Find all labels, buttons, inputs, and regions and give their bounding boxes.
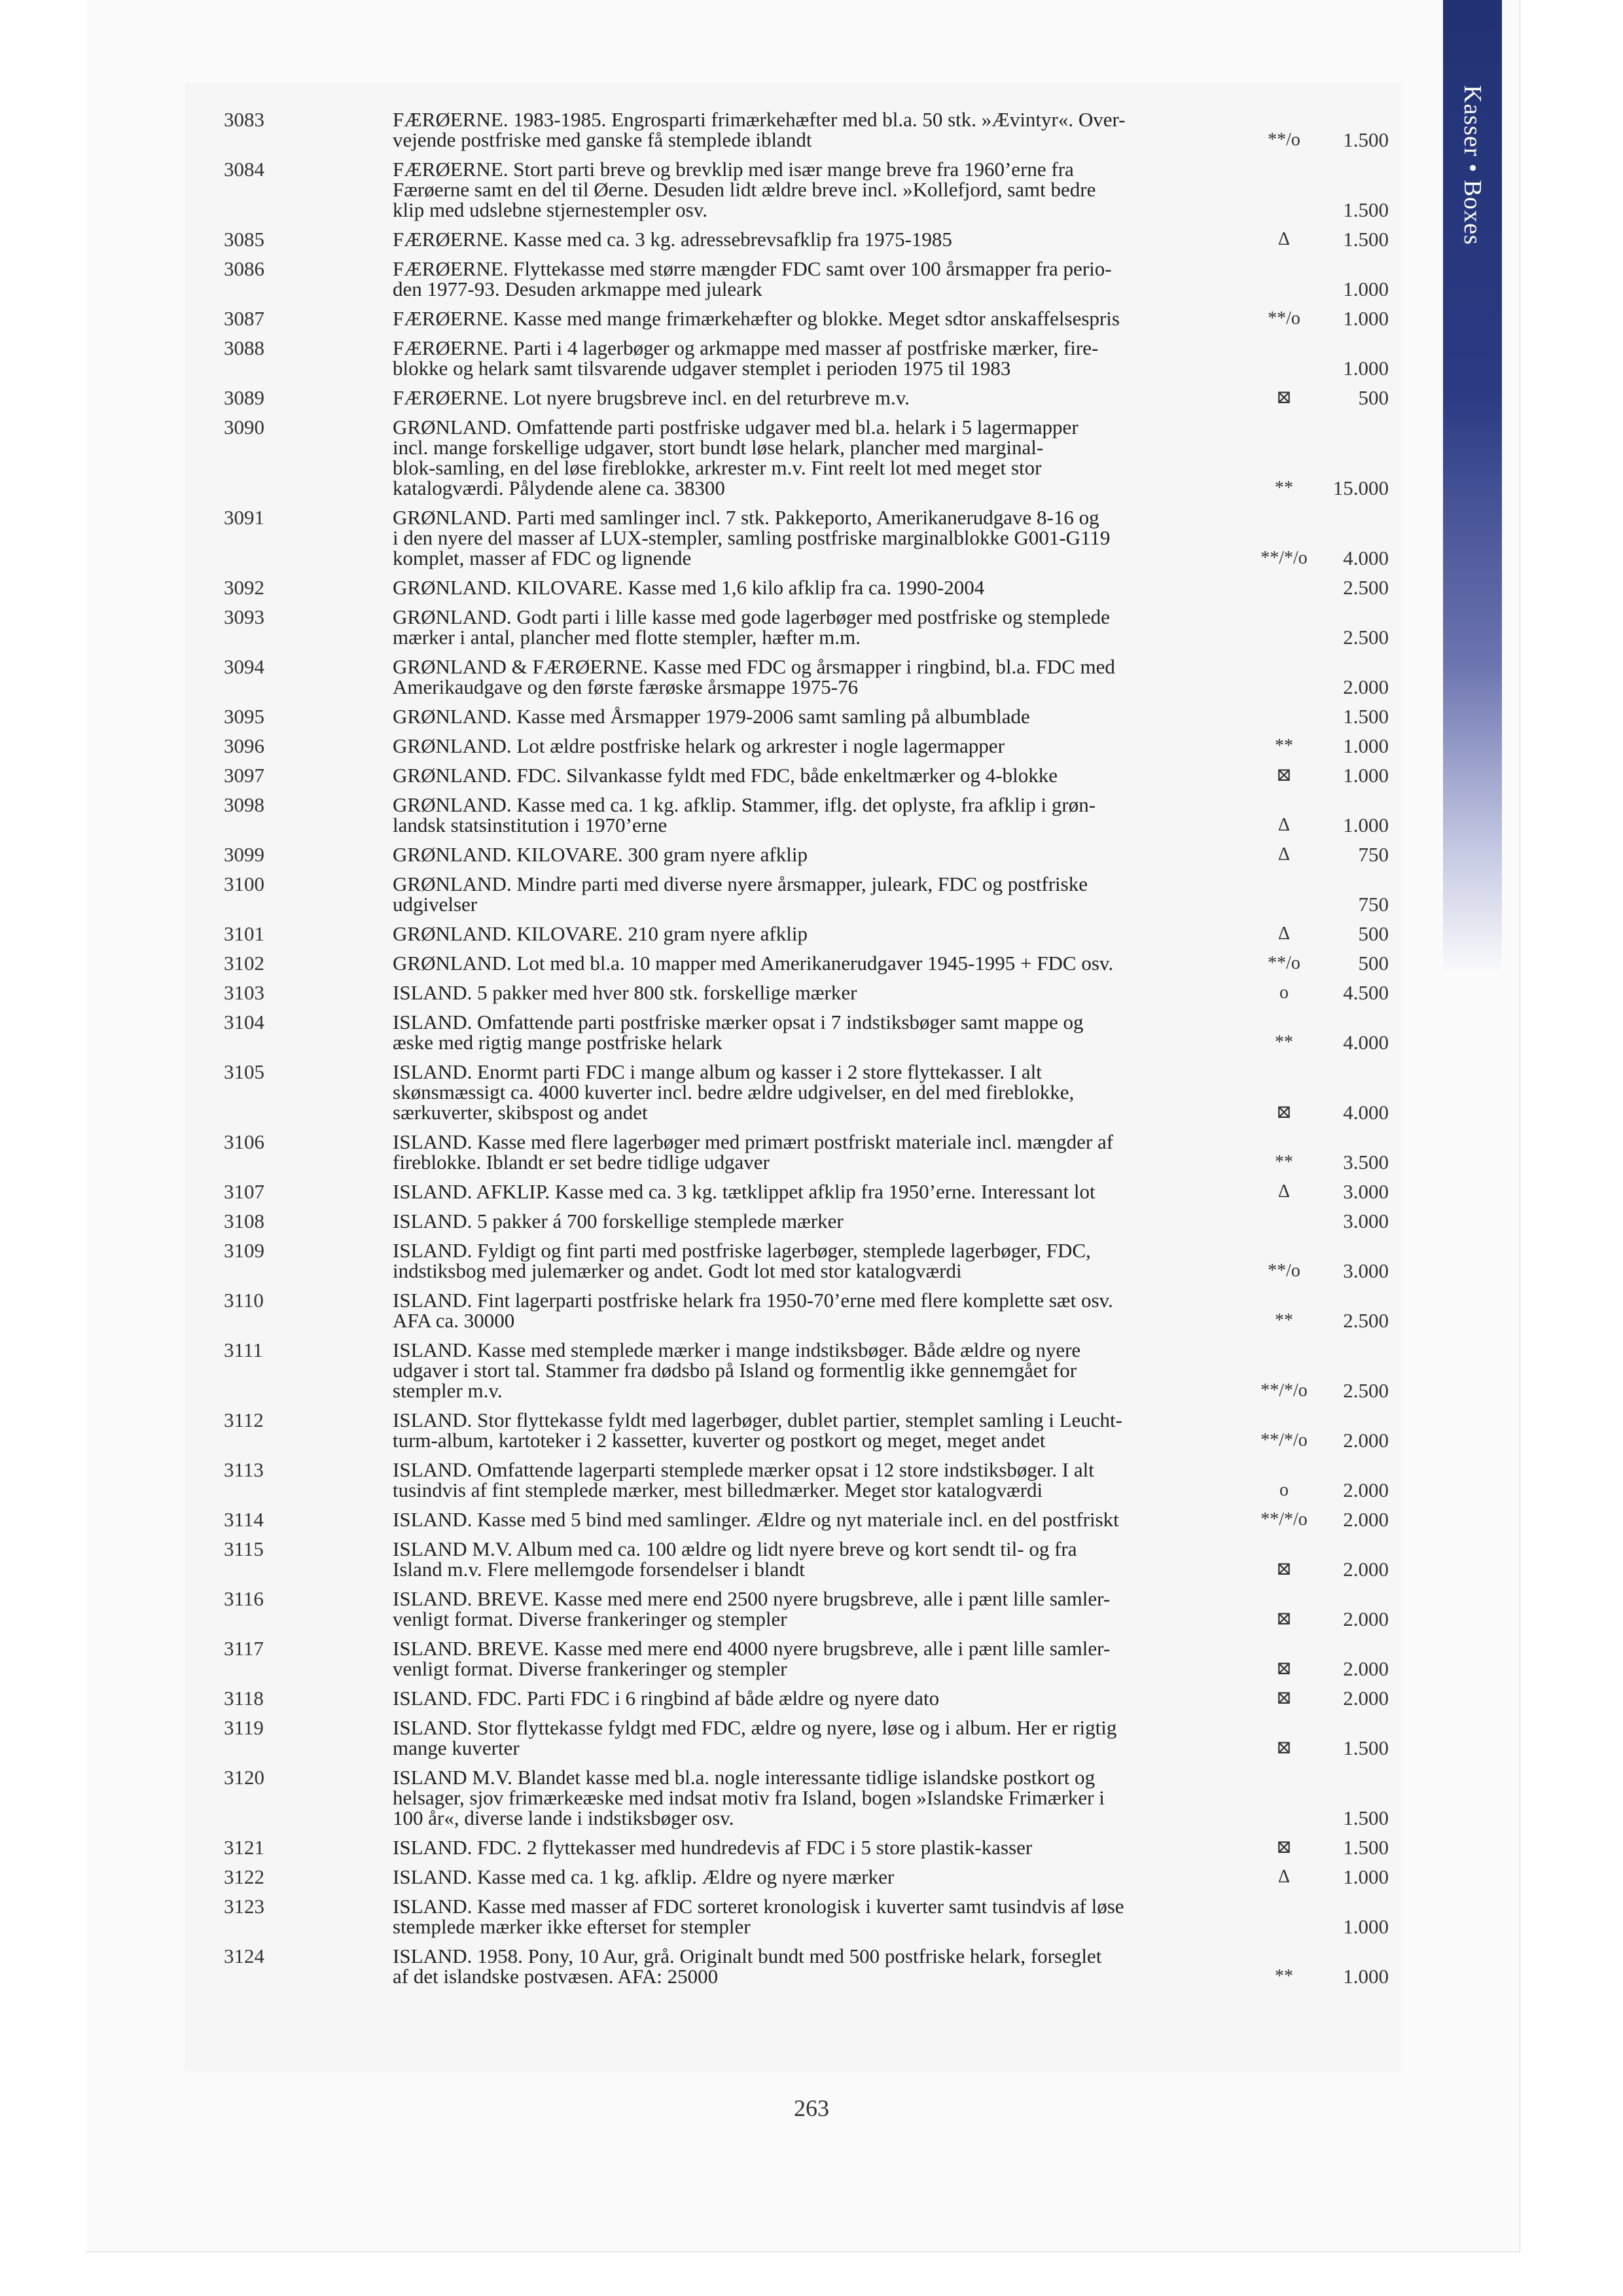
condition-mark: ⊠ [1276,1659,1292,1679]
lot-description-line: GRØNLAND. Omfattende parti postfriske udgaver med bl.a. helark i 5 lagermapper [393,416,1079,439]
condition-mark: ** [1275,1032,1293,1052]
lot-description [393,1410,1243,1450]
lot-row [185,1181,1400,1202]
lot-price: 2.000 [1343,1479,1389,1501]
lot-price: 3.000 [1343,1210,1389,1232]
lot-description-line: klip med udslebne stjernestempler osv. [393,198,707,221]
lot-description [393,1211,1243,1231]
lot-number: 3102 [224,952,264,975]
condition-mark: **/o [1268,1261,1300,1281]
lot-description-line: Færøerne samt en del til Øerne. Desuden lidt ældre breve incl. »Kollefjord, samt bedre [393,178,1096,201]
lot-description-line: FÆRØERNE. Stort parti breve og brevklip med især mange breve fra 1960’erne fra [393,158,1074,181]
lot-price: 1.500 [1343,128,1389,151]
lot-price: 500 [1358,386,1389,409]
lot-description [393,1638,1243,1679]
lot-price: 1.500 [1343,1806,1389,1829]
lot-price: 750 [1358,893,1389,916]
lot-description-line: æske med rigtig mange postfriske helark [393,1031,722,1054]
lot-row [185,656,1400,697]
lot-description [393,229,1243,249]
lot-description-line: GRØNLAND & FÆRØERNE. Kasse med FDC og årsmapper i ringbind, bl.a. FDC med [393,655,1115,678]
lot-description [393,953,1243,973]
lot-number: 3085 [224,228,264,251]
lot-number: 3099 [224,843,264,866]
lot-price: 2.500 [1343,1309,1389,1332]
lot-description [393,607,1243,647]
lot-description-line: GRØNLAND. Kasse med ca. 1 kg. afklip. Stammer, iflg. det oplyste, fra afklip i grøn- [393,793,1096,816]
lot-description-line: af det islandske postvæsen. AFA: 25000 [393,1965,719,1988]
lot-description-line: stemplede mærker ikke efterset for stempler [393,1915,751,1938]
lot-row [185,109,1400,150]
lot-description-line: landsk statsinstitution i 1970’erne [393,814,668,836]
lot-description [393,417,1243,498]
lot-description-line: GRØNLAND. Lot ældre postfriske helark og arkrester i nogle lagermapper [393,734,1005,757]
lot-price: 1.000 [1343,734,1389,757]
lot-description-line: ISLAND. Stor flyttekasse fyldt med lagerbøger, dublet partier, stemplet samling i Leucht- [393,1408,1122,1431]
lot-price: 1.000 [1343,1915,1389,1938]
condition-mark: ⊠ [1276,1688,1292,1708]
lot-description-line: GRØNLAND. Lot med bl.a. 10 mapper med Amerikanerudgaver 1945-1995 + FDC osv. [393,952,1114,975]
lot-description-line: fireblokke. Iblandt er set bedre tidlige udgaver [393,1151,770,1174]
lot-number: 3096 [224,734,264,757]
lot-description [393,1539,1243,1579]
lot-price: 2.500 [1343,576,1389,599]
lot-description [393,1588,1243,1629]
lot-number: 3083 [224,108,264,131]
condition-mark: **/*/o [1260,1509,1308,1530]
lot-description-line: ISLAND. Omfattende parti postfriske mærker opsat i 7 indstiksbøger samt mappe og [393,1011,1084,1033]
lot-price: 4.000 [1343,1031,1389,1054]
lot-row [185,1638,1400,1679]
lot-list [185,82,1400,2072]
condition-mark: ⊠ [1276,387,1292,408]
lot-price: 3.000 [1343,1259,1389,1282]
lot-row [185,417,1400,498]
lot-row [185,736,1400,756]
lot-description-line: mærker i antal, plancher med flotte stempler, hæfter m.m. [393,626,861,649]
lot-description-line: vejende postfriske med ganske få stemplede iblandt [393,128,812,151]
lot-row [185,765,1400,785]
lot-number: 3124 [224,1945,264,1967]
lot-description [393,1946,1243,1986]
lot-number: 3118 [224,1687,264,1710]
lot-description-line: ISLAND. FDC. 2 flyttekasser med hundredevis af FDC i 5 store plastik-kasser [393,1836,1033,1859]
condition-mark: ** [1275,1310,1293,1331]
lot-description [393,1340,1243,1401]
lot-number: 3091 [224,506,264,529]
lot-number: 3116 [224,1587,264,1610]
lot-number: 3092 [224,576,264,599]
lot-description-line: blokke og helark samt tilsvarende udgaver stemplet i perioden 1975 til 1983 [393,357,1011,380]
lot-description-line: ISLAND. Omfattende lagerparti stemplede mærker opsat i 12 store indstiksbøger. I alt [393,1458,1094,1481]
lot-row [185,706,1400,726]
lot-price: 1.000 [1343,307,1389,330]
lot-price: 750 [1358,843,1389,866]
lot-description-line: tusindvis af fint stemplede mærker, mest billedmærker. Meget stor katalogværdi [393,1479,1043,1501]
lot-description-line: ISLAND. FDC. Parti FDC i 6 ringbind af både ældre og nyere dato [393,1687,940,1710]
lot-number: 3086 [224,257,264,280]
lot-number: 3112 [224,1408,264,1431]
lot-description [393,1867,1243,1887]
lot-description [393,1767,1243,1828]
lot-description-line: GRØNLAND. KILOVARE. 300 gram nyere afklip [393,843,808,866]
lot-number: 3113 [224,1458,264,1481]
lot-description [393,706,1243,726]
lot-description [393,159,1243,220]
lot-number: 3103 [224,981,264,1004]
lot-row [185,577,1400,598]
lot-row [185,1896,1400,1937]
condition-mark: ** [1275,1152,1293,1172]
lot-description-line: venligt format. Diverse frankeringer og stempler [393,1607,787,1630]
lot-row [185,1837,1400,1857]
lot-description [393,765,1243,785]
lot-number: 3087 [224,307,264,330]
lot-description-line: GRØNLAND. KILOVARE. Kasse med 1,6 kilo afklip fra ca. 1990-2004 [393,576,985,599]
lot-description-line: udgaver i stort tal. Stammer fra dødsbo på Island og formentlig ikke gennemgået for [393,1359,1077,1382]
lot-description-line: indstiksbog med julemærker og andet. Godt lot med stor katalogværdi [393,1259,962,1282]
lot-row [185,1946,1400,1986]
lot-description-line: særkuverter, skibspost og andet [393,1101,648,1124]
lot-description-line: ISLAND. Enormt parti FDC i mange album og kasser i 2 store flyttekasser. I alt [393,1060,1042,1083]
lot-number: 3110 [224,1289,264,1312]
page-number: 263 [794,2095,829,2121]
lot-number: 3090 [224,416,264,439]
lot-description-line: ISLAND. BREVE. Kasse med mere end 4000 nyere brugsbreve, alle i pænt lille samler- [393,1637,1111,1660]
lot-row [185,229,1400,249]
condition-mark: **/o [1268,130,1300,150]
lot-description-line: helsager, sjov frimærkeæske med indsat motiv fra Island, bogen »Islandske Frimærker i [393,1786,1105,1809]
lot-description-line: ISLAND. 1958. Pony, 10 Aur, grå. Originalt bundt med 500 postfriske helark, forseglet [393,1945,1102,1967]
lot-price: 2.000 [1343,1687,1389,1710]
lot-number: 3119 [224,1716,264,1739]
lot-number: 3107 [224,1180,264,1203]
lot-description-line: den 1977-93. Desuden arkmappe med juleark [393,278,762,300]
lot-description-line: FÆRØERNE. 1983-1985. Engrosparti frimærkehæfter med bl.a. 50 stk. »Ævintyr«. Over- [393,108,1126,131]
lot-number: 3089 [224,386,264,409]
lot-row [185,1410,1400,1450]
lot-price: 4.000 [1343,1101,1389,1124]
lot-number: 3109 [224,1239,264,1262]
lot-row [185,1509,1400,1530]
lot-number: 3098 [224,793,264,816]
lot-price: 4.000 [1343,547,1389,569]
lot-row [185,874,1400,914]
lot-description-line: venligt format. Diverse frankeringer og stempler [393,1657,787,1680]
lot-description [393,1062,1243,1122]
lot-description-line: AFA ca. 30000 [393,1309,515,1332]
lot-number: 3115 [224,1537,264,1560]
lot-row [185,1767,1400,1828]
lot-description-line: ISLAND. Kasse med flere lagerbøger med primært postfriskt materiale incl. mængder af [393,1130,1114,1153]
condition-mark: ⊠ [1276,1102,1292,1122]
condition-mark: ** [1275,736,1293,756]
lot-description-line: ISLAND. Fint lagerparti postfriske helark fra 1950-70’erne med flere komplette sæt osv. [393,1289,1113,1312]
lot-description-line: mange kuverter [393,1736,520,1759]
lot-description-line: GRØNLAND. Parti med samlinger incl. 7 stk. Pakkeporto, Amerikanerudgave 8-16 og [393,506,1099,529]
lot-description [393,844,1243,865]
lot-price: 1.000 [1343,357,1389,380]
lot-description-line: ISLAND M.V. Blandet kasse med bl.a. nogle interessante tidlige islandske postkort og [393,1766,1096,1789]
lot-number: 3114 [224,1508,264,1531]
lot-price: 500 [1358,952,1389,975]
lot-price: 1.500 [1343,228,1389,251]
lot-price: 2.000 [1343,1429,1389,1452]
lot-description-line: ISLAND. Kasse med 5 bind med samlinger. Ældre og nyt materiale incl. en del postfriskt [393,1508,1119,1531]
condition-mark: Δ [1277,815,1290,835]
lot-row [185,1867,1400,1887]
lot-price: 1.000 [1343,1865,1389,1888]
lot-description-line: ISLAND. Fyldigt og fint parti med postfriske lagerbøger, stemplede lagerbøger, FDC, [393,1239,1091,1262]
lot-description-line: katalogværdi. Pålydende alene ca. 38300 [393,476,725,499]
lot-description-line: ISLAND. AFKLIP. Kasse med ca. 3 kg. tætklippet afklip fra 1950’erne. Interessant lot [393,1180,1096,1203]
lot-description [393,1290,1243,1331]
lot-number: 3121 [224,1836,264,1859]
lot-description-line: Amerikaudgave og den første færøske årsmappe 1975-76 [393,675,859,698]
lot-price: 1.000 [1343,814,1389,836]
lot-row [185,1688,1400,1708]
lot-row [185,982,1400,1003]
lot-description [393,656,1243,697]
condition-mark: **/o [1268,953,1300,973]
lot-price: 3.500 [1343,1151,1389,1174]
lot-row [185,1012,1400,1052]
lot-row [185,338,1400,378]
lot-description-line: ISLAND. Kasse med ca. 1 kg. afklip. Ældre og nyere mærker [393,1865,895,1888]
lot-number: 3104 [224,1011,264,1033]
lot-description-line: blok-samling, en del løse fireblokke, arkrester m.v. Fint reelt lot med meget stor [393,456,1042,479]
condition-mark: Δ [1277,844,1290,865]
lot-price: 1.000 [1343,1965,1389,1988]
lot-price: 2.500 [1343,1379,1389,1402]
lot-row [185,1340,1400,1401]
condition-mark: ⊠ [1276,1559,1292,1579]
lot-price: 1.500 [1343,705,1389,728]
condition-mark: ⊠ [1276,1738,1292,1758]
lot-description-line: FÆRØERNE. Parti i 4 lagerbøger og arkmappe med masser af postfriske mærker, fire- [393,336,1099,359]
lot-row [185,1290,1400,1331]
lot-row [185,308,1400,329]
lot-description-line: i den nyere del masser af LUX-stempler, samling postfriske marginalblokke G001-G119 [393,526,1111,549]
lot-price: 1.500 [1343,1836,1389,1859]
lot-number: 3097 [224,764,264,787]
condition-mark: Δ [1277,1867,1290,1887]
condition-mark: ** [1275,478,1293,498]
lot-description-line: stempler m.v. [393,1379,503,1402]
lot-row [185,259,1400,299]
condition-mark: **/o [1268,308,1300,329]
lot-description [393,1240,1243,1281]
lot-number: 3122 [224,1865,264,1888]
lot-number: 3108 [224,1210,264,1232]
lot-price: 2.000 [1343,1607,1389,1630]
lot-row [185,924,1400,944]
lot-description-line: Island m.v. Flere mellemgode forsendelser i blandt [393,1558,805,1581]
lot-row [185,607,1400,647]
lot-row [185,953,1400,973]
lot-row [185,507,1400,568]
lot-price: 2.000 [1343,1558,1389,1581]
lot-description [393,924,1243,944]
lot-number: 3100 [224,872,264,895]
lot-number: 3111 [224,1338,263,1361]
lot-number: 3101 [224,922,264,945]
lot-row [185,1132,1400,1172]
lot-description [393,874,1243,914]
lot-description [393,507,1243,568]
condition-mark: ** [1275,1966,1293,1986]
condition-mark: Δ [1277,924,1290,944]
lot-number: 3093 [224,605,264,628]
lot-description-line: 100 år«, diverse lande i indstiksbøger osv. [393,1806,734,1829]
lot-description-line: GRØNLAND. KILOVARE. 210 gram nyere afklip [393,922,808,945]
lot-number: 3123 [224,1895,264,1918]
lot-description [393,1132,1243,1172]
lot-row [185,1717,1400,1758]
section-sidebar [1443,0,1502,975]
lot-description-line: ISLAND. 5 pakker med hver 800 stk. forskellige mærker [393,981,857,1004]
condition-mark: **/*/o [1260,548,1308,568]
lot-description [393,1837,1243,1857]
lot-row [185,1062,1400,1122]
sidebar-label: Kasser • Boxes [1459,85,1486,245]
lot-description [393,577,1243,598]
lot-description-line: FÆRØERNE. Kasse med ca. 3 kg. adressebrevsafklip fra 1975-1985 [393,228,952,251]
lot-description-line: FÆRØERNE. Flyttekasse med større mængder FDC samt over 100 årsmapper fra perio- [393,257,1112,280]
lot-number: 3095 [224,705,264,728]
lot-row [185,1211,1400,1231]
lot-description-line: ISLAND. BREVE. Kasse med mere end 2500 nyere brugsbreve, alle i pænt lille samler- [393,1587,1111,1610]
lot-description-line: GRØNLAND. FDC. Silvankasse fyldt med FDC, både enkeltmærker og 4-blokke [393,764,1058,787]
lot-description [393,1896,1243,1937]
condition-mark: Δ [1277,229,1290,249]
lot-row [185,795,1400,835]
lot-description-line: GRØNLAND. Kasse med Årsmapper 1979-2006 samt samling på albumblade [393,705,1030,728]
lot-price: 1.000 [1343,278,1389,300]
lot-description [393,1717,1243,1758]
lot-description-line: ISLAND. Stor flyttekasse fyldgt med FDC, ældre og nyere, løse og i album. Her er rigtig [393,1716,1117,1739]
condition-mark: ⊠ [1276,1609,1292,1629]
condition-mark: o [1279,982,1289,1003]
condition-mark: Δ [1277,1181,1290,1202]
condition-mark: **/*/o [1260,1380,1308,1401]
lot-description [393,982,1243,1003]
lot-price: 1.500 [1343,198,1389,221]
condition-mark: ⊠ [1276,765,1292,785]
lot-price: 2.000 [1343,1657,1389,1680]
lot-description [393,1181,1243,1202]
lot-price: 1.500 [1343,1736,1389,1759]
lot-price: 4.500 [1343,981,1389,1004]
lot-description-line: FÆRØERNE. Lot nyere brugsbreve incl. en del returbreve m.v. [393,386,910,409]
lot-number: 3117 [224,1637,264,1660]
lot-row [185,1460,1400,1500]
lot-description-line: GRØNLAND. Mindre parti med diverse nyere årsmapper, juleark, FDC og postfriske [393,872,1088,895]
condition-mark: **/*/o [1260,1430,1308,1450]
lot-description-line: GRØNLAND. Godt parti i lille kasse med gode lagerbøger med postfriske og stemplede [393,605,1110,628]
lot-description-line: turm-album, kartoteker i 2 kassetter, kuverter og postkort og meget, meget andet [393,1429,1046,1452]
lot-row [185,1539,1400,1579]
lot-number: 3084 [224,158,264,181]
lot-description [393,338,1243,378]
lot-number: 3088 [224,336,264,359]
lot-description-line: ISLAND. Kasse med masser af FDC sorteret kronologisk i kuverter samt tusindvis af løse [393,1895,1124,1918]
lot-row [185,159,1400,220]
lot-description [393,1688,1243,1708]
lot-description-line: ISLAND M.V. Album med ca. 100 ældre og lidt nyere breve og kort sendt til- og fra [393,1537,1077,1560]
lot-description-line: ISLAND. 5 pakker á 700 forskellige stemplede mærker [393,1210,844,1232]
lot-description-line: udgivelser [393,893,478,916]
lot-price: 1.000 [1343,764,1389,787]
lot-price: 2.000 [1343,675,1389,698]
lot-row [185,1240,1400,1281]
lot-row [185,1588,1400,1629]
lot-number: 3120 [224,1766,264,1789]
lot-number: 3094 [224,655,264,678]
lot-row [185,387,1400,408]
lot-description [393,1509,1243,1530]
lot-description [393,387,1243,408]
lot-description [393,308,1243,329]
lot-price: 500 [1358,922,1389,945]
lot-description-line: incl. mange forskellige udgaver, stort bundt løse helark, plancher med marginal- [393,436,1044,459]
lot-row [185,844,1400,865]
lot-description [393,1012,1243,1052]
lot-description-line: komplet, masser af FDC og lignende [393,547,692,569]
lot-description [393,109,1243,150]
lot-number: 3105 [224,1060,264,1083]
lot-description [393,259,1243,299]
lot-price: 15.000 [1332,476,1389,499]
lot-description-line: FÆRØERNE. Kasse med mange frimærkehæfter og blokke. Meget sdtor anskaffelsespris [393,307,1120,330]
condition-mark: o [1279,1480,1289,1500]
lot-price: 2.000 [1343,1508,1389,1531]
lot-description [393,736,1243,756]
lot-description [393,1460,1243,1500]
lot-description-line: ISLAND. Kasse med stemplede mærker i mange indstiksbøger. Både ældre og nyere [393,1338,1081,1361]
lot-price: 3.000 [1343,1180,1389,1203]
lot-number: 3106 [224,1130,264,1153]
condition-mark: ⊠ [1276,1837,1292,1857]
lot-price: 2.500 [1343,626,1389,649]
lot-description-line: skønsmæssigt ca. 4000 kuverter incl. bedre ældre udgivelser, en del med fireblokke, [393,1081,1075,1103]
lot-description [393,795,1243,835]
